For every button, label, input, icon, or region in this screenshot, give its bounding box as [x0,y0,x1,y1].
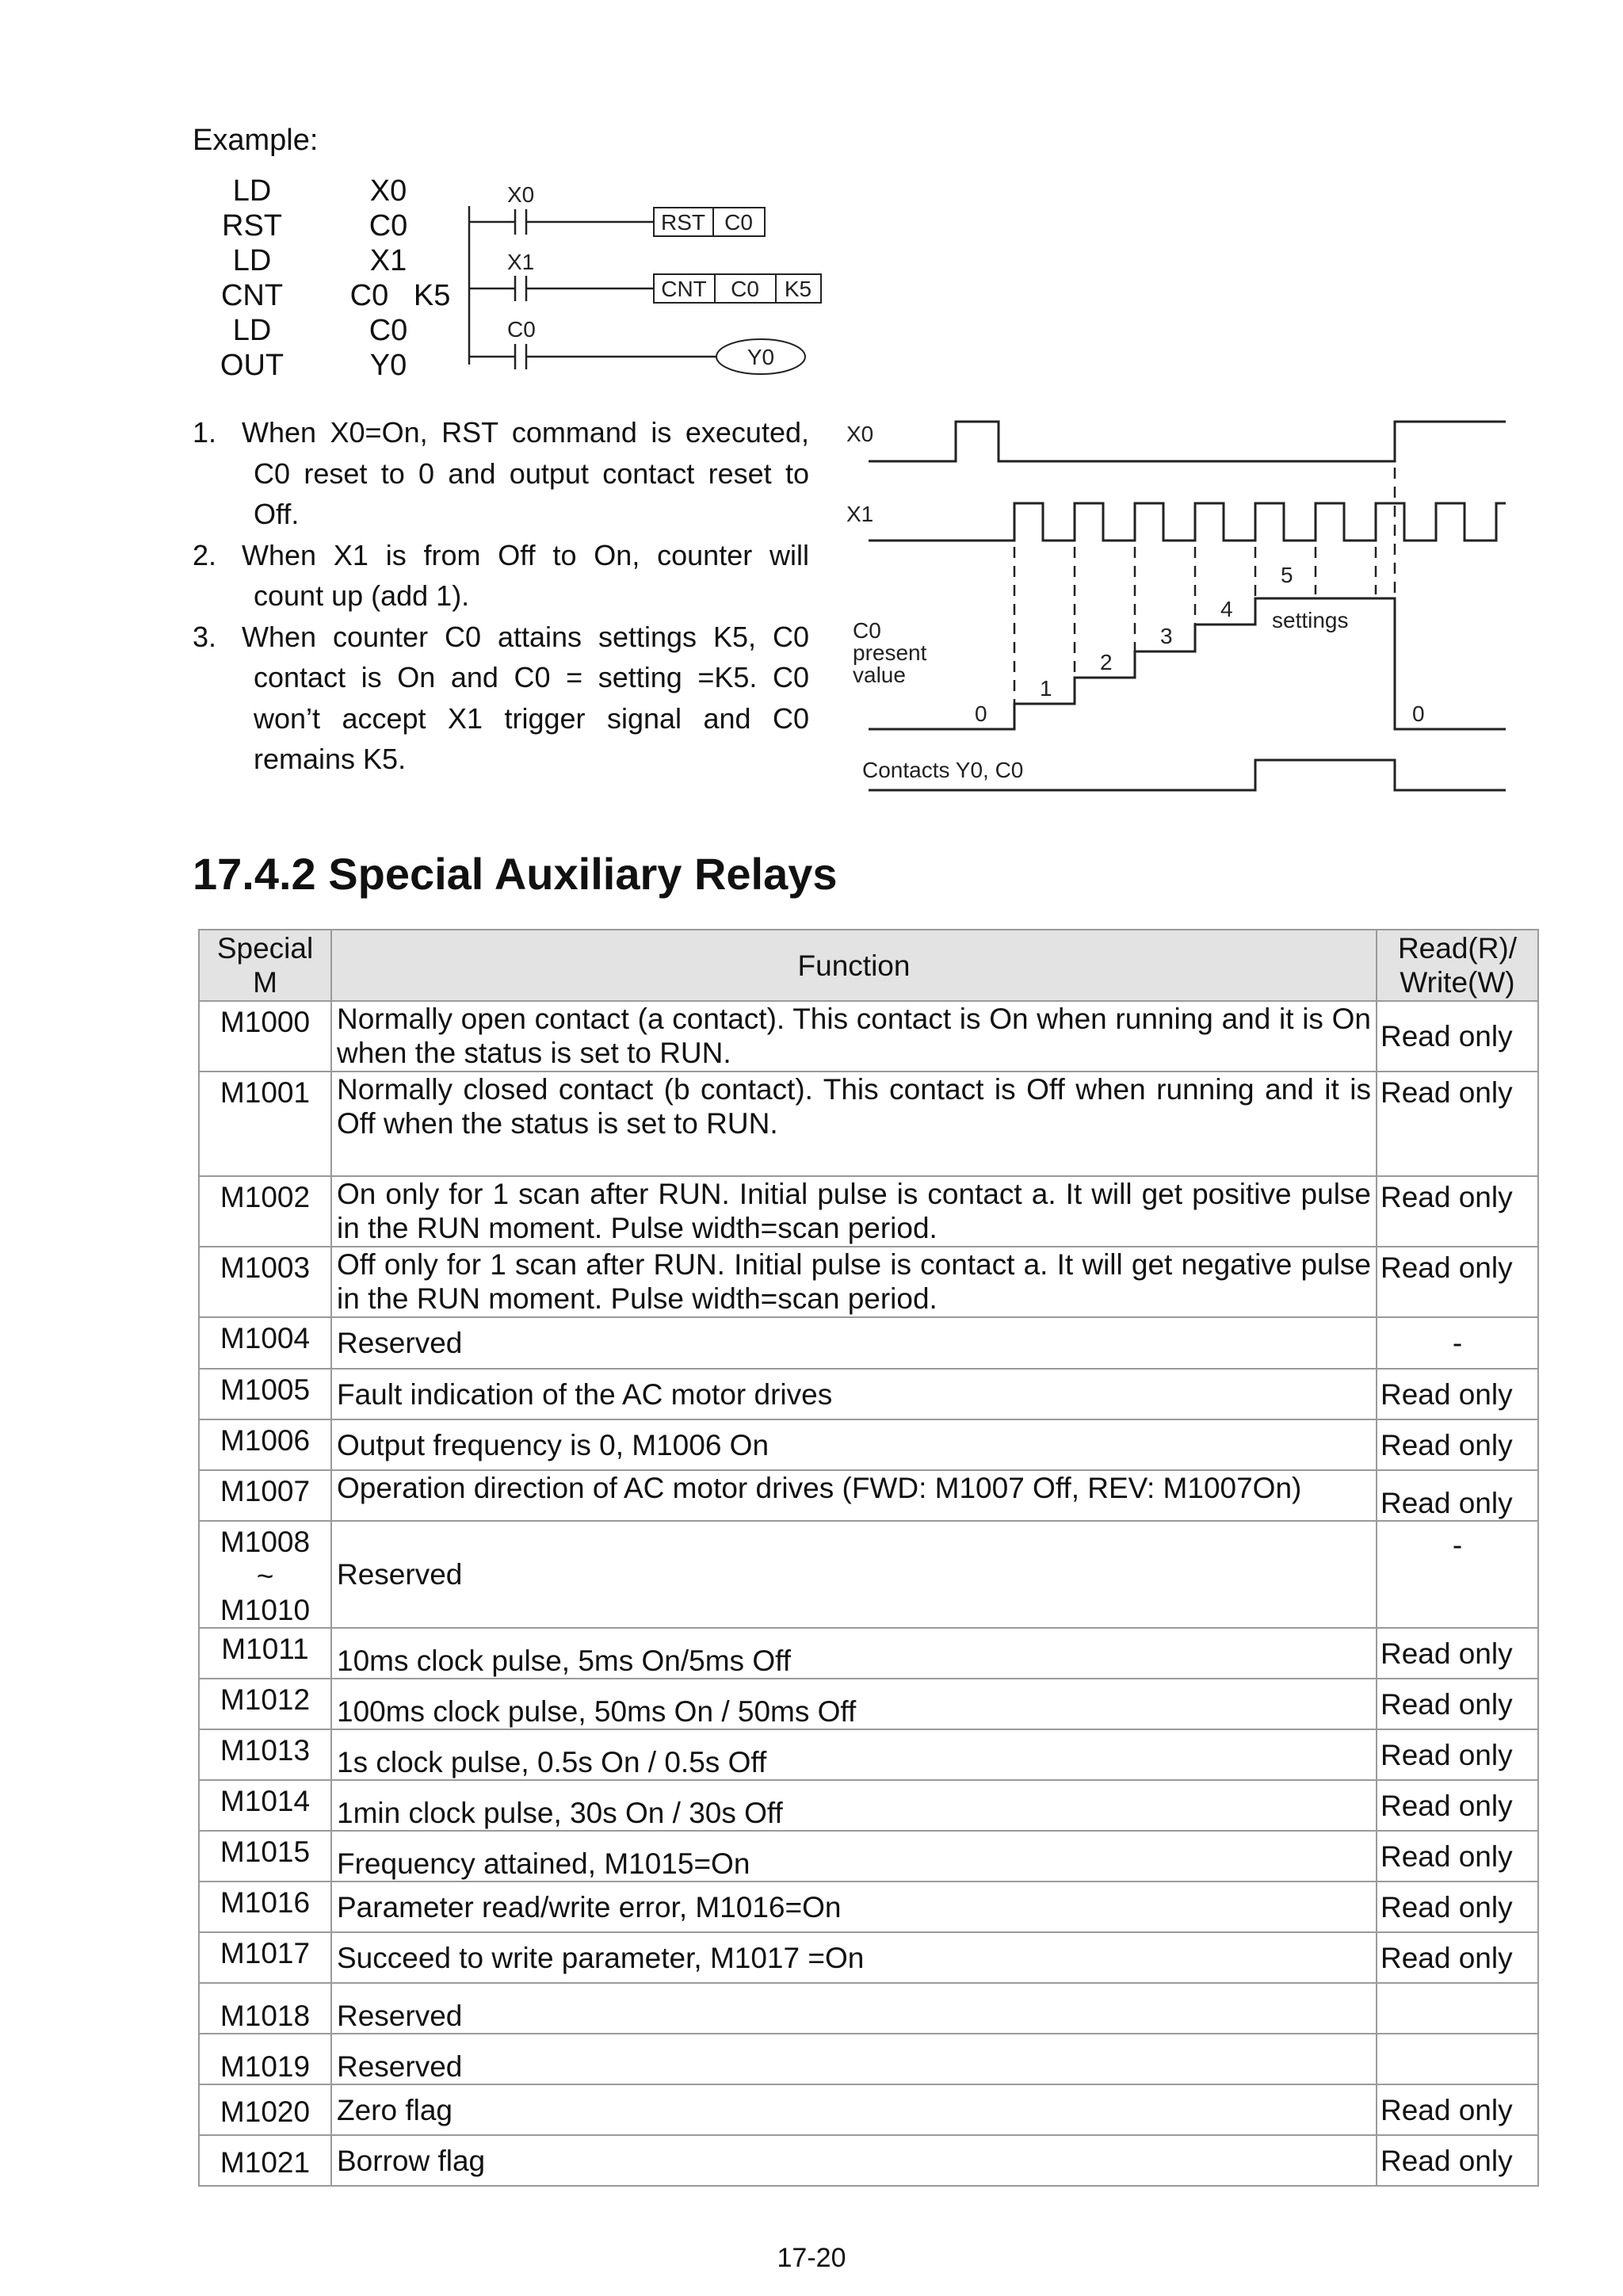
relay-function: Operation direction of AC motor drives (FWD: M1007 Off, REV: M1007On) [331,1470,1377,1521]
step-value-1: 1 [1040,676,1052,701]
table-row [199,1419,1538,1470]
relay-function: Off only for 1 scan after RUN. Initial pulse is contact a. It will get negative pulse in the RUN moment. Pulse width=scan period. [331,1247,1377,1317]
relay-function: 100ms clock pulse, 50ms On / 50ms Off [331,1679,1377,1729]
relay-access: Read only [1377,1369,1538,1419]
table-row [199,1983,1538,2034]
relay-access: Read only [1377,2084,1538,2135]
relay-code: M1005 [199,1369,331,1419]
section-title: 17.4.2 Special Auxiliary Relays [193,849,838,899]
table-row [199,1780,1538,1831]
table-row [199,1628,1538,1679]
relay-access: Read only [1377,1831,1538,1881]
table-header-row [199,930,1538,1001]
table-row [199,1247,1538,1317]
relay-code: M1011 [199,1628,331,1679]
header-special-m [199,930,331,1001]
c0-staircase [869,598,1506,729]
step-item [193,412,809,535]
instruction-arg: C0 [369,209,408,243]
table-row [199,1072,1538,1176]
header-rw-line1: Read(R)/ [1397,932,1518,965]
relay-function: 1min clock pulse, 30s On / 30s Off [331,1780,1377,1831]
relay-access: Read only [1377,1072,1538,1176]
relay-access: Read only [1377,1001,1538,1072]
relay-access: Read only [1377,1881,1538,1932]
relay-code: M1002 [199,1176,331,1247]
relay-access: Read only [1377,1932,1538,1983]
ladder-rst-command: RST [661,210,705,235]
instruction-arg: Y0 [369,349,407,382]
relay-function: Normally open contact (a contact). This contact is On when running and it is On when the status is set to RUN. [331,1001,1377,1072]
page-number: 17-20 [777,2243,846,2273]
header-function: Function [331,930,1377,1001]
header-special-line1: Special [216,932,314,965]
table-row [199,1369,1538,1419]
relay-code: M1001 [199,1072,331,1176]
relay-access: - [1377,1317,1538,1369]
header-special-line2: M [253,966,277,999]
table-row [199,2135,1538,2186]
relay-function: Output frequency is 0, M1006 On [331,1419,1377,1470]
relay-access: Read only [1377,2135,1538,2186]
timing-label-x1: X1 [846,502,874,526]
instruction-op: LD [232,174,272,208]
x0-waveform [869,422,1506,461]
relay-code: M1013 [199,1729,331,1780]
relay-access: - [1377,1521,1538,1628]
relay-function: Parameter read/write error, M1016=On [331,1881,1377,1932]
relay-function: 1s clock pulse, 0.5s On / 0.5s Off [331,1729,1377,1780]
instruction-arg: X1 [369,244,407,277]
table-row [199,1001,1538,1072]
relay-code-range-start: M1008 [220,1526,311,1558]
step-text-continued: C0 reset to 0 and output contact reset to Off. [254,457,809,530]
ladder-cnt-setting: K5 [784,277,812,301]
timing-settings-label: settings [1272,608,1349,632]
relay-access [1377,1983,1538,2034]
relay-access [1377,2034,1538,2084]
relay-access: Read only [1377,1176,1538,1247]
relay-function: 10ms clock pulse, 5ms On/5ms Off [331,1628,1377,1679]
instruction-op: LD [232,314,272,347]
relay-code: M1007 [199,1470,331,1521]
example-steps [193,412,809,780]
header-rw-line2: Write(W) [1400,966,1515,999]
special-relays-table [198,929,1539,2187]
relay-access: Read only [1377,1419,1538,1470]
ladder-contact-c0: C0 [507,317,536,342]
instruction-op: CNT [220,279,284,312]
table-row [199,1729,1538,1780]
relay-code: M1004 [199,1317,331,1369]
step-text: When X1 is from Off to On, counter will [242,538,809,571]
relay-function: Reserved [331,2034,1377,2084]
table-row [199,1831,1538,1881]
relay-function: Reserved [331,1521,1377,1628]
step-text-continued: count up (add 1). [254,579,470,612]
step-item [193,617,809,780]
table-row [199,2084,1538,2135]
instruction-arg: C0 K5 [349,279,451,312]
step-number: 2. [193,538,217,571]
table-row [199,1881,1538,1932]
example-label: Example: [193,124,319,157]
relay-access: Read only [1377,1247,1538,1317]
step-value-2: 2 [1100,650,1113,674]
relay-function: On only for 1 scan after RUN. Initial pulse is contact a. It will get positive pulse in the RUN moment. Pulse width=scan period. [331,1176,1377,1247]
header-read-write [1377,930,1538,1001]
relay-code: M1012 [199,1679,331,1729]
timing-label-contacts: Contacts Y0, C0 [862,758,1024,782]
relay-code: M1006 [199,1419,331,1470]
relay-code: M1021 [199,2135,331,2186]
relay-code: M1019 [199,2034,331,2084]
instruction-op: RST [222,209,282,243]
step-text-continued: contact is On and C0 = setting =K5. C0 won’t accept X1 trigger signal and C0 remains K5. [254,661,809,775]
timing-label-c0: C0 [853,618,881,643]
step-text: When X0=On, RST command is executed, [242,416,809,449]
table-row [199,2034,1538,2084]
relay-code-range-separator: ~ [256,1560,274,1592]
instruction-arg: X0 [369,174,407,208]
timing-label-present: present [853,640,927,665]
table-row [199,1470,1538,1521]
table-row [199,1176,1538,1247]
step-value-5: 5 [1281,563,1293,587]
instruction-op: LD [232,244,272,277]
ladder-coil-y0: Y0 [747,345,775,369]
relay-function: Normally closed contact (b contact). This contact is Off when running and it is Off when the status is set to RUN. [331,1072,1377,1176]
relay-function: Reserved [331,1983,1377,2034]
step-value-4: 4 [1220,597,1233,621]
relay-function: Reserved [331,1317,1377,1369]
relay-function: Zero flag [331,2084,1377,2135]
relay-function: Succeed to write parameter, M1017 =On [331,1932,1377,1983]
relay-code-range-end: M1010 [220,1594,311,1626]
relay-code-range [199,1521,331,1628]
relay-function: Fault indication of the AC motor drives [331,1369,1377,1419]
relay-access: Read only [1377,1679,1538,1729]
ladder-contact-x1: X1 [507,250,535,274]
table-row [199,1317,1538,1369]
timing-reset-value: 0 [1412,701,1425,726]
timing-diagram [840,408,1522,804]
relay-code: M1020 [199,2084,331,2135]
relay-function: Borrow flag [331,2135,1377,2186]
instruction-arg: C0 [369,314,408,347]
relay-code: M1017 [199,1932,331,1983]
relay-access: Read only [1377,1729,1538,1780]
step-number: 3. [193,620,217,653]
ladder-contact-x0: X0 [507,182,535,207]
relay-code: M1000 [199,1001,331,1072]
relay-access: Read only [1377,1628,1538,1679]
ladder-cnt-command: CNT [661,277,707,301]
relay-function: Frequency attained, M1015=On [331,1831,1377,1881]
timing-label-value: value [853,663,906,687]
relay-code: M1016 [199,1881,331,1932]
timing-label-x0: X0 [846,422,874,446]
relay-access: Read only [1377,1470,1538,1521]
relay-code: M1018 [199,1983,331,2034]
table-row [199,1521,1538,1628]
step-value-3: 3 [1160,624,1173,648]
relay-access: Read only [1377,1780,1538,1831]
ladder-rst-device: C0 [724,210,753,235]
table-row [199,1679,1538,1729]
step-text: When counter C0 attains settings K5, C0 [242,620,809,653]
instruction-op: OUT [220,349,285,382]
relay-code: M1003 [199,1247,331,1317]
step-item [193,535,809,617]
ladder-diagram [460,174,824,388]
x1-waveform [869,503,1506,541]
step-value-0: 0 [975,701,987,726]
table-row [199,1932,1538,1983]
relay-code: M1014 [199,1780,331,1831]
ladder-cnt-device: C0 [731,277,759,301]
relay-code: M1015 [199,1831,331,1881]
step-number: 1. [193,416,217,449]
